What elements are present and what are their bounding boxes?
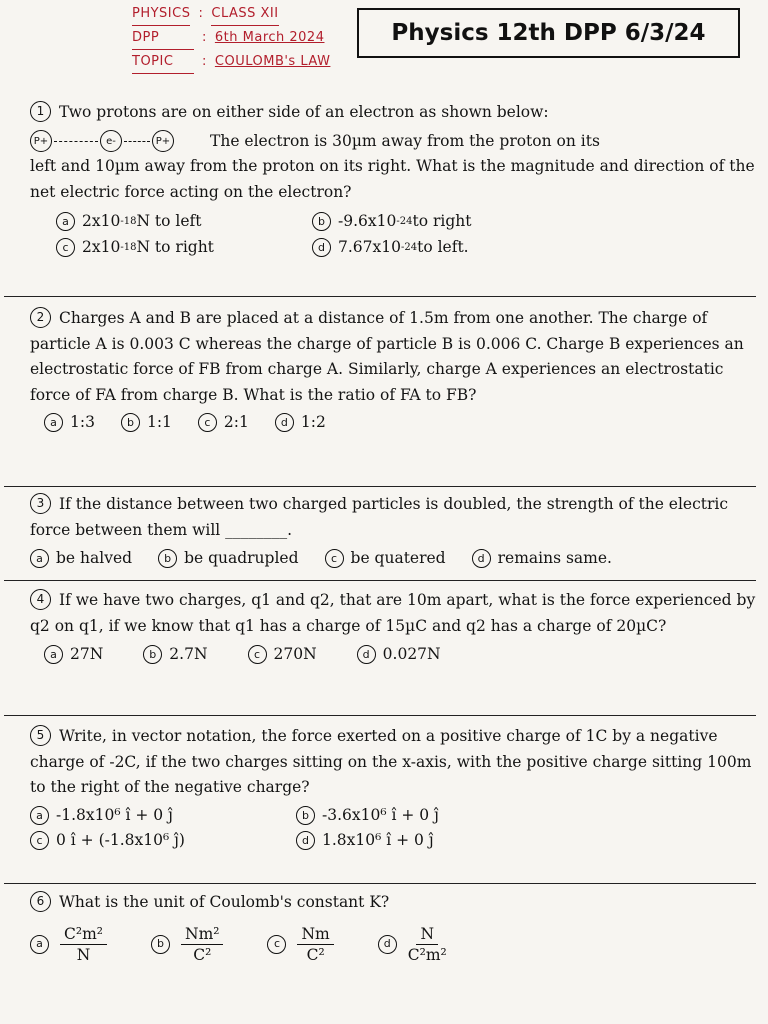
question-number: 3 — [30, 493, 51, 514]
option-letter: b — [296, 806, 315, 825]
option-text: 1:2 — [300, 413, 326, 431]
options — [56, 209, 616, 260]
option-value: 7.67x10 — [338, 237, 401, 256]
option-letter: d — [378, 935, 397, 954]
class-label: CLASS XII — [211, 2, 278, 26]
option-d — [275, 410, 326, 436]
option-c — [248, 642, 317, 668]
option-fraction — [181, 924, 223, 965]
question-6 — [30, 890, 758, 965]
fraction-denominator: C²m² — [407, 945, 447, 964]
dpp-label: DPP — [132, 26, 194, 50]
electron-icon: e- — [100, 130, 122, 152]
divider — [4, 883, 756, 884]
option-text: -3.6x10⁶ î + 0 ĵ — [322, 805, 439, 824]
option-text: 1:3 — [70, 413, 95, 431]
option-text: 2.7N — [169, 645, 208, 663]
option-text: 0.027N — [382, 645, 441, 663]
option-unit: to left. — [417, 237, 469, 256]
fraction-numerator: C²m² — [60, 924, 107, 945]
option-d — [378, 924, 451, 965]
option-c — [198, 410, 249, 436]
option-a — [56, 209, 286, 235]
option-exponent: -24 — [396, 216, 413, 227]
option-letter: d — [275, 413, 294, 432]
question-1 — [30, 100, 758, 260]
option-c — [267, 924, 337, 965]
question-text-line: The electron is 30µm away from the proton on its — [210, 131, 600, 150]
option-letter: d — [312, 238, 331, 257]
option-letter: a — [44, 413, 63, 432]
options — [30, 546, 758, 572]
option-b — [312, 209, 471, 235]
option-a — [44, 410, 95, 436]
option-unit: N to right — [136, 237, 214, 256]
option-c — [30, 828, 270, 854]
option-value: 2x10 — [82, 237, 121, 256]
option-b — [158, 546, 298, 572]
option-letter: c — [198, 413, 217, 432]
option-letter: a — [56, 212, 75, 231]
option-letter: d — [357, 645, 376, 664]
question-1-intro: Two protons are on either side of an electron as shown below: — [59, 103, 549, 121]
option-letter: a — [30, 549, 49, 568]
option-letter: c — [30, 831, 49, 850]
page-title: Physics 12th DPP 6/3/24 — [357, 8, 740, 58]
option-letter: b — [158, 549, 177, 568]
fraction-numerator: Nm — [297, 924, 333, 945]
divider — [4, 580, 756, 581]
option-text: 0 î + (-1.8x10⁶ ĵ) — [56, 831, 185, 849]
option-d — [296, 828, 434, 854]
subject-label: PHYSICS — [132, 2, 190, 26]
option-exponent: -18 — [120, 216, 137, 227]
question-number: 4 — [30, 589, 51, 610]
question-text: If we have two charges, q1 and q2, that are 10m apart, what is the force experienced by q2 on q1, if we know that q1 has a charge of 15µC and q2 has a charge of 20µC? — [30, 591, 756, 635]
option-letter: d — [472, 549, 491, 568]
question-4 — [30, 588, 758, 668]
option-d — [312, 235, 469, 261]
option-letter: c — [248, 645, 267, 664]
option-letter: a — [30, 806, 49, 825]
option-letter: c — [325, 549, 344, 568]
option-letter: b — [312, 212, 331, 231]
dpp-separator: : — [202, 30, 207, 45]
option-text: 1.8x10⁶ î + 0 ĵ — [322, 831, 434, 849]
options — [44, 410, 758, 436]
option-letter: b — [151, 935, 170, 954]
option-a — [30, 924, 111, 965]
option-text: be quatered — [350, 549, 446, 567]
option-unit: N to left — [136, 212, 202, 230]
option-text: 2:1 — [223, 413, 249, 431]
option-letter: b — [121, 413, 140, 432]
question-number: 5 — [30, 725, 51, 746]
option-c — [56, 235, 286, 261]
fraction-denominator: C² — [306, 945, 325, 964]
option-exponent: -24 — [400, 241, 418, 253]
option-letter: a — [30, 935, 49, 954]
fraction-denominator: C² — [193, 945, 212, 964]
option-b — [296, 803, 439, 829]
option-letter: c — [267, 935, 286, 954]
option-text: -1.8x10⁶ î + 0 ĵ — [56, 805, 173, 824]
question-text: left and 10µm away from the proton on its right. What is the magnitude and direction of the net electric force acting on the electron? — [30, 157, 755, 201]
option-unit: to right — [412, 212, 472, 230]
option-text: 270N — [273, 645, 317, 663]
option-text: be quadrupled — [184, 549, 299, 567]
options — [30, 803, 590, 854]
option-b — [121, 410, 172, 436]
option-letter: c — [56, 238, 75, 257]
options — [30, 924, 758, 965]
option-text: 27N — [70, 645, 104, 663]
option-a — [30, 546, 132, 572]
charge-diagram — [30, 130, 174, 152]
divider — [4, 486, 756, 487]
divider — [4, 296, 756, 297]
option-value: -9.6x10 — [338, 212, 397, 230]
divider — [4, 715, 756, 716]
dpp-date: 6th March 2024 — [214, 30, 325, 45]
fraction-numerator: N — [416, 924, 438, 945]
option-b — [143, 642, 207, 668]
question-text: If the distance between two charged particles is doubled, the strength of the electric force between them will ________. — [30, 495, 729, 539]
option-d — [472, 546, 612, 572]
header-info — [132, 2, 330, 74]
option-letter: d — [296, 831, 315, 850]
question-text: Write, in vector notation, the force exerted on a positive charge of 1C by a negative charge of -2C, if the two charges sitting on the x-axis, with the positive charge sitting 100m to the right of the negative charge? — [30, 727, 752, 796]
question-number: 1 — [30, 101, 51, 122]
question-number: 6 — [30, 891, 51, 912]
question-3 — [30, 492, 758, 572]
option-letter: b — [143, 645, 162, 664]
fraction-denominator: N — [76, 945, 91, 964]
option-value: 2x10 — [82, 212, 121, 230]
question-text: What is the unit of Coulomb's constant K? — [59, 893, 390, 911]
option-fraction — [297, 924, 333, 965]
option-letter: a — [44, 645, 63, 664]
option-a — [44, 642, 103, 668]
option-d — [357, 642, 441, 668]
option-b — [151, 924, 227, 965]
question-2 — [30, 306, 758, 436]
topic-label: TOPIC — [132, 50, 194, 74]
option-exponent: -18 — [120, 241, 137, 253]
topic-value: COULOMB's LAW — [214, 54, 331, 69]
option-text: be halved — [56, 549, 133, 567]
option-fraction — [60, 924, 107, 965]
options — [44, 642, 758, 668]
proton-left-icon: P+ — [30, 130, 52, 152]
header-separator: : — [198, 6, 204, 21]
question-text: Charges A and B are placed at a distance of 1.5m from one another. The charge of particle A is 0.003 C whereas the charge of particle B is 0.006 C. Charge B experiences an electrostatic force of FB from charge A. Similarly, charge A experiences an electrostatic force of FA from charge B. What is the ratio of FA to FB? — [30, 309, 744, 404]
topic-separator: : — [202, 54, 207, 69]
option-c — [325, 546, 446, 572]
proton-right-icon: P+ — [152, 130, 174, 152]
option-fraction — [408, 924, 447, 965]
question-number: 2 — [30, 307, 51, 328]
dashed-line — [124, 141, 150, 142]
fraction-numerator: Nm² — [181, 924, 223, 945]
question-5 — [30, 724, 758, 854]
option-a — [30, 803, 270, 829]
option-text: remains same. — [497, 549, 612, 567]
option-text: 1:1 — [146, 413, 172, 431]
dashed-line — [54, 141, 98, 142]
